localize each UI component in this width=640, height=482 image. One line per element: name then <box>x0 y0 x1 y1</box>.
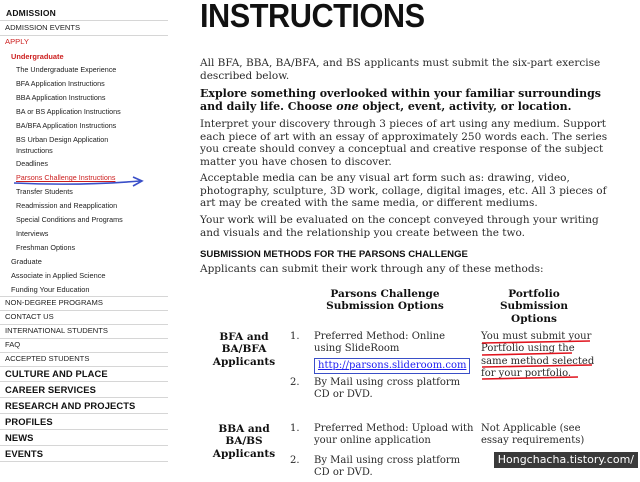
sidebar-item-deadlines[interactable] <box>16 158 184 170</box>
prompt-emphasis: one <box>336 100 359 114</box>
sidebar-item-label: INTERNATIONAL STUDENTS <box>5 326 108 335</box>
sidebar-item-transfer-students[interactable] <box>16 186 184 198</box>
challenge-prompt <box>200 87 610 114</box>
method-item <box>290 377 470 403</box>
submission-heading: SUBMISSION METHODS FOR THE PARSONS CHALLENGE <box>200 249 468 260</box>
sidebar-item-label: CAREER SERVICES <box>5 384 96 395</box>
method-number: 2. <box>290 377 300 388</box>
media-paragraph: Acceptable media can be any visual art form such as: drawing, video, photography, sculpture, 3D work, collage, digital images, etc. All 3 pieces of art may be created with the same media, or different mediums. <box>200 172 607 210</box>
sidebar-divider <box>0 429 168 430</box>
sidebar-item-non-degree[interactable] <box>5 298 173 307</box>
sidebar-item-label: Special Conditions and Programs <box>16 215 123 224</box>
method-number: 2. <box>290 455 300 466</box>
sidebar-item-accepted-students[interactable] <box>5 354 173 363</box>
sidebar-item-faq[interactable] <box>5 340 173 349</box>
sidebar-item-label: EVENTS <box>5 448 44 459</box>
sidebar-item-bba-instructions[interactable] <box>16 92 184 104</box>
sidebar-section-culture[interactable] <box>5 368 173 379</box>
sidebar-item-label: NEWS <box>5 432 34 443</box>
sidebar-item-label: Readmission and Reapplication <box>16 201 118 210</box>
sidebar-item-label: PROFILES <box>5 416 53 427</box>
sidebar-item-label: Deadlines <box>16 159 48 168</box>
sidebar-item-label: CONTACT US <box>5 312 54 321</box>
method-number: 1. <box>290 423 300 434</box>
slideroom-link-box <box>314 358 470 374</box>
sidebar-item-label: Interviews <box>16 229 49 238</box>
sidebar-item-label: RESEARCH AND PROJECTS <box>5 400 136 411</box>
sidebar-section-career[interactable] <box>5 384 173 395</box>
sidebar-item-undergraduate-experience[interactable] <box>16 64 184 76</box>
sidebar-item-label: BA/BFA Application Instructions <box>16 121 117 130</box>
prompt-text: object, event, activity, or location. <box>358 100 572 114</box>
row-header-bba: BBA and BA/BS Applicants <box>212 423 276 460</box>
sidebar-item-label: Instructions <box>16 146 53 155</box>
method-number: 1. <box>290 331 300 342</box>
intro-paragraph: All BFA, BBA, BA/BFA, and BS applicants must submit the six-part exercise described below. <box>200 57 601 82</box>
sidebar-item-label: The Undergraduate Experience <box>16 65 117 74</box>
sidebar-section-label: ADMISSION <box>6 8 56 18</box>
sidebar-divider <box>0 35 168 36</box>
sidebar-item-label: FAQ <box>5 340 21 349</box>
sidebar-item-label: ADMISSION EVENTS <box>5 23 81 32</box>
sidebar-item-label: BS Urban Design Application <box>16 135 109 144</box>
sidebar-divider <box>0 366 168 367</box>
evaluation-paragraph: Your work will be evaluated on the concept conveyed through your writing and visuals and the relationship you create between the two. <box>200 214 599 239</box>
main-content <box>200 0 620 482</box>
sidebar-item-contact-us[interactable] <box>5 312 173 321</box>
watermark: Hongchacha.tistory.com/ <box>494 452 638 468</box>
method-item <box>290 423 474 449</box>
sidebar-divider <box>0 310 168 311</box>
sidebar-item-label: Undergraduate <box>11 52 64 61</box>
sidebar-item-label: ACCEPTED STUDENTS <box>5 354 90 363</box>
sidebar-divider <box>0 397 168 398</box>
sidebar-item-label: APPLY <box>5 37 29 46</box>
sidebar-item-special-conditions[interactable] <box>16 214 184 226</box>
sidebar-item-label: Parsons Challenge Instructions <box>16 173 116 182</box>
sidebar-divider <box>0 338 168 339</box>
sidebar-item-label: BBA Application Instructions <box>16 93 106 102</box>
sidebar-item-bs-urban-design-cont[interactable] <box>16 145 184 157</box>
sidebar-item-admission-events[interactable] <box>5 23 173 32</box>
submission-intro: Applicants can submit their work through any of these methods: <box>200 263 544 275</box>
sidebar-item-interviews[interactable] <box>16 228 184 240</box>
sidebar-section-research[interactable] <box>5 400 173 411</box>
interpret-paragraph: Interpret your discovery through 3 pieces of art using any medium. Support each piece of art with an essay of approximately 250 words each. The series you create should convey a conceptual and creative response of the subject matter you have chosen to discover. <box>200 118 608 168</box>
sidebar-section-admission[interactable] <box>6 8 174 18</box>
sidebar-divider <box>0 20 168 21</box>
slideroom-link[interactable]: http://parsons.slideroom.com <box>318 359 467 371</box>
column-header-portfolio: Portfolio Submission Options <box>499 288 569 325</box>
sidebar-divider <box>0 461 168 462</box>
sidebar-divider <box>0 413 168 414</box>
sidebar-section-news[interactable] <box>5 432 173 443</box>
sidebar-item-label: BA or BS Application Instructions <box>16 107 121 116</box>
sidebar-divider <box>0 296 168 297</box>
sidebar-section-events[interactable] <box>5 448 173 459</box>
sidebar-divider <box>0 445 168 446</box>
column-header-challenge: Parsons Challenge Submission Options <box>326 288 444 313</box>
page-title: INSTRUCTIONS <box>200 0 425 34</box>
sidebar-item-bfa-instructions[interactable] <box>16 78 184 90</box>
sidebar-nav <box>0 0 170 482</box>
sidebar-item-label: Graduate <box>11 257 42 266</box>
portfolio-option-bba: Not Applicable (see essay requirements) <box>481 423 585 447</box>
sidebar-item-graduate[interactable] <box>11 257 179 266</box>
method-item <box>290 331 470 371</box>
sidebar-item-label: NON-DEGREE PROGRAMS <box>5 298 103 307</box>
sidebar-item-label: BFA Application Instructions <box>16 79 105 88</box>
sidebar-item-ba-bs-instructions[interactable] <box>16 106 184 118</box>
sidebar-item-ba-bfa-instructions[interactable] <box>16 120 184 132</box>
sidebar-item-freshman-options[interactable] <box>16 242 184 254</box>
sidebar-item-parsons-challenge[interactable] <box>16 172 184 184</box>
prompt-text: Explore something overlooked within your familiar surroundings and daily life. Choose <box>200 87 601 114</box>
sidebar-item-label: Transfer Students <box>16 187 73 196</box>
sidebar-item-funding[interactable] <box>11 285 179 294</box>
method-item <box>290 455 470 481</box>
sidebar-item-label: Freshman Options <box>16 243 76 252</box>
sidebar-item-associate[interactable] <box>11 271 179 280</box>
row-header-bfa: BFA and BA/BFA Applicants <box>212 331 276 368</box>
sidebar-item-undergraduate[interactable] <box>11 52 179 61</box>
sidebar-item-apply[interactable] <box>5 37 173 46</box>
sidebar-divider <box>0 381 168 382</box>
sidebar-item-label: Associate in Applied Science <box>11 271 106 280</box>
sidebar-section-profiles[interactable] <box>5 416 173 427</box>
portfolio-option-bfa: You must submit your Portfolio using the same method selected for your portfolio. <box>481 331 595 380</box>
method-text <box>314 331 474 374</box>
sidebar-item-international[interactable] <box>5 326 173 335</box>
sidebar-divider <box>0 324 168 325</box>
method-text: By Mail using cross platform CD or DVD. <box>314 455 461 479</box>
method-text: By Mail using cross platform CD or DVD. <box>314 377 461 401</box>
sidebar-item-readmission[interactable] <box>16 200 184 212</box>
sidebar-divider <box>0 352 168 353</box>
method-description: Preferred Method: Online using SlideRoom <box>314 331 446 355</box>
method-text: Preferred Method: Upload with your online application <box>314 423 474 447</box>
sidebar-item-label: Funding Your Education <box>11 285 90 294</box>
sidebar-item-label: CULTURE AND PLACE <box>5 368 108 379</box>
